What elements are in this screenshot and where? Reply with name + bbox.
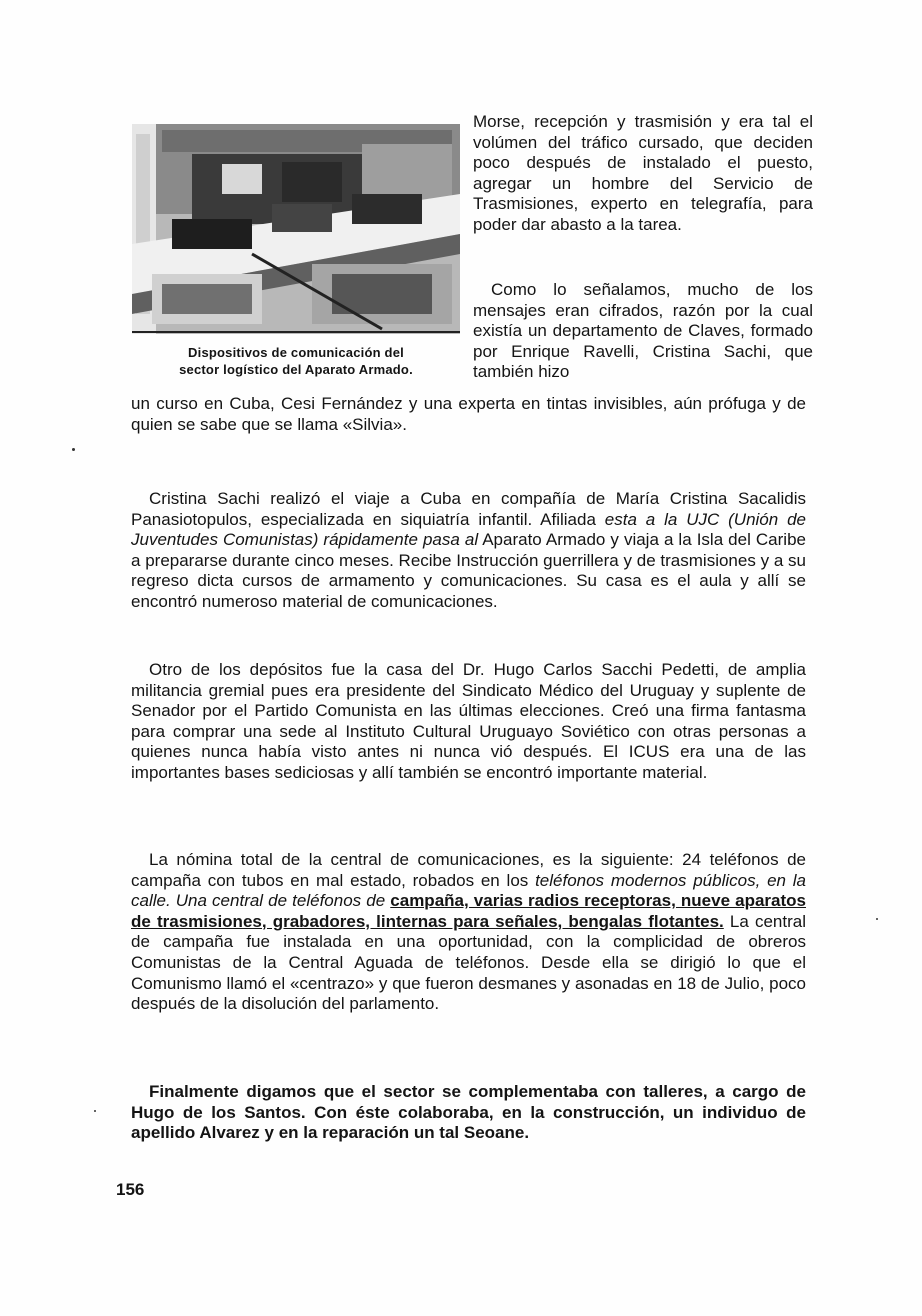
caption-line-1: Dispositivos de comunicación del [188,345,404,360]
p3-part-c: Aparato Armado y viaja a la Isla del Caribe a prepararse durante cinco meses. Recibe Instrucción guerrillera y de trasmisiones y a su regreso dicta cursos de armamento y comunicaciones. Su casa es el aula y allí se encontró numeroso material de comunicaciones. [131,530,806,611]
paragraph-morse: Morse, recepción y trasmisión y era tal el volúmen del tráfico cursado, que deciden poco después de instalado el puesto, agregar un hombre del Servicio de Trasmisiones, experto en telegrafía, para poder dar abasto a la tarea. [473,112,813,234]
p3-part-b: esta a la UJC (Unión de Juventudes Comunistas) rápidamente pasa al [131,509,806,550]
paragraph-depositos: Otro de los depósitos fue la casa del Dr. Hugo Carlos Sacchi Pedetti, de amplia militancia gremial pues era presidente del Sindicato Médico del Uruguay y suplente de Senador por el Partido Comunista en las últimas elecciones. Creó una firma fantasma para comprar una sede al Instituto Cultural Uruguayo Soviético con otras personas a quienes nunca había visto antes ni nunca vió después. El ICUS era una de las importantes bases sediciosas y allí también se encontró importante material. [131,660,806,782]
p5-part-d: La central de campaña fue instalada en una oportunidad, con la complicidad de obreros Comunistas de la Central Aguada de teléfonos. Desde ella se dirigió lo que el Comunismo llamó el «centrazo» y que fueron desmanes y asonadas en 18 de Julio, poco después de la disolución del parlamento. [131,911,806,1014]
paragraph-talleres: Finalmente digamos que el sector se complementaba con talleres, a cargo de Hugo de los Santos. Con éste colaboraba, en la construcción, un individuo de apellido Alvarez y en la reparación un tal Seoane. [131,1082,806,1143]
scan-speck [876,918,878,920]
scan-speck [72,448,75,451]
paragraph-claves-continued: un curso en Cuba, Cesi Fernández y una experta en tintas invisibles, aún prófuga y de quien se sabe que se llama «Silvia». [131,394,806,434]
photo-caption [132,344,460,378]
page-number: 156 [116,1180,145,1199]
paragraph-claves: Como lo señalamos, mucho de los mensajes eran cifrados, razón por la cual existía un departamento de Claves, formado por Enrique Ravelli, Cristina Sachi, que también hizo [473,280,813,382]
p5-part-a: La nómina total de la central de comunicaciones, es la siguiente: 24 teléfonos de campaña con tubos en mal estado, robados en los [131,850,806,890]
p5-part-b: teléfonos modernos públicos, en la calle. Una central de teléfonos de [131,870,806,911]
paragraph-nomina [131,850,806,1015]
communications-equipment-photo [132,124,460,334]
paragraph-cristina-sachi [131,489,806,613]
p3-part-a: Cristina Sachi realizó el viaje a Cuba en compañía de María Cristina Sacalidis Panasiotopulos, especializada en siquiatría infantil. Afiliada [131,489,806,529]
p5-part-c: campaña, varias radios receptoras, nueve aparatos de trasmisiones, grabadores, linternas para señales, bengalas flotantes. [131,891,806,931]
photo-image [132,124,460,334]
scan-speck [94,1110,96,1112]
caption-line-2: sector logístico del Aparato Armado. [179,362,413,377]
